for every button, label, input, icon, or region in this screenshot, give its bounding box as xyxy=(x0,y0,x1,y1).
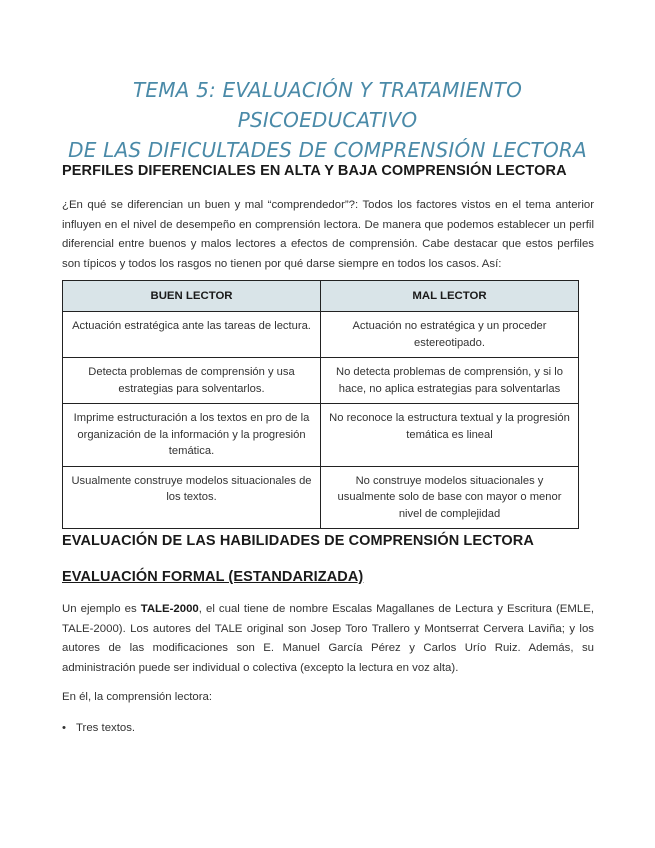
table-row xyxy=(63,404,579,467)
section-heading-evaluacion: EVALUACIÓN DE LAS HABILIDADES DE COMPRENSIÓN LECTORA xyxy=(62,533,534,549)
section-heading-perfiles: PERFILES DIFERENCIALES EN ALTA Y BAJA COMPRENSIÓN LECTORA xyxy=(62,163,567,179)
tale-paragraph-rest: , el cual tiene de nombre Escalas Magallanes de Lectura y Escritura (EMLE, TALE-2000). Los autores del TALE original son Josep Toro Trallero y Montserrat Cervera Laviña; y los autores de las modificaciones son E. Manuel García Pérez y Carlos Urío Ruiz. Además, su administración puede ser individual o colectiva (excepto la lectura en voz alta). xyxy=(62,603,594,674)
list-item-text: Tres textos. xyxy=(76,722,136,734)
table-cell: No reconoce la estructura textual y la progresión temática es lineal xyxy=(321,404,579,467)
table-header-row xyxy=(63,281,579,312)
bullet-icon: • xyxy=(62,722,66,734)
tale-paragraph-prefix: Un ejemplo es xyxy=(62,603,141,615)
subheading-evaluacion-formal: EVALUACIÓN FORMAL (ESTANDARIZADA) xyxy=(62,569,364,585)
table-row xyxy=(63,312,579,358)
table-row xyxy=(63,358,579,404)
table-cell: Usualmente construye modelos situacionales de los textos. xyxy=(63,466,321,529)
intro-paragraph: ¿En qué se diferencian un buen y mal “comprendedor”?: Todos los factores vistos en el tema anterior influyen en el nivel de desempeño en comprensión lectora. De manera que podemos establecer un perfil diferencial entre buenos y malos lectores a efectos de comprensión. Cabe destacar que estos perfiles son típicos y todos los rasgos no tienen por qué darse siempre en todos los casos. Así: xyxy=(62,199,594,270)
table-cell: Detecta problemas de comprensión y usa estrategias para solventarlos. xyxy=(63,358,321,404)
table-cell: Actuación no estratégica y un proceder estereotipado. xyxy=(321,312,579,358)
table-cell: Actuación estratégica ante las tareas de lectura. xyxy=(63,312,321,358)
title-line-1: TEMA 5: EVALUACIÓN Y TRATAMIENTO PSICOEDUCATIVO xyxy=(132,78,523,132)
title-line-2: DE LAS DIFICULTADES DE COMPRENSIÓN LECTORA xyxy=(68,138,587,162)
column-header-buen-lector: BUEN LECTOR xyxy=(63,281,321,312)
tale-paragraph xyxy=(62,600,594,678)
document-title xyxy=(40,75,615,165)
list-item xyxy=(62,722,135,734)
column-header-mal-lector: MAL LECTOR xyxy=(321,281,579,312)
table-cell: No detecta problemas de comprensión, y si lo hace, no aplica estrategias para solventarlas xyxy=(321,358,579,404)
tale-2000-bold: TALE-2000 xyxy=(140,603,199,615)
comparison-table xyxy=(62,280,579,529)
table-cell: Imprime estructuración a los textos en pro de la organización de la información y la progresión temática. xyxy=(63,404,321,467)
comprension-intro: En él, la comprensión lectora: xyxy=(62,691,213,703)
table-cell: No construye modelos situacionales y usualmente solo de base con mayor o menor nivel de complejidad xyxy=(321,466,579,529)
table-row xyxy=(63,466,579,529)
